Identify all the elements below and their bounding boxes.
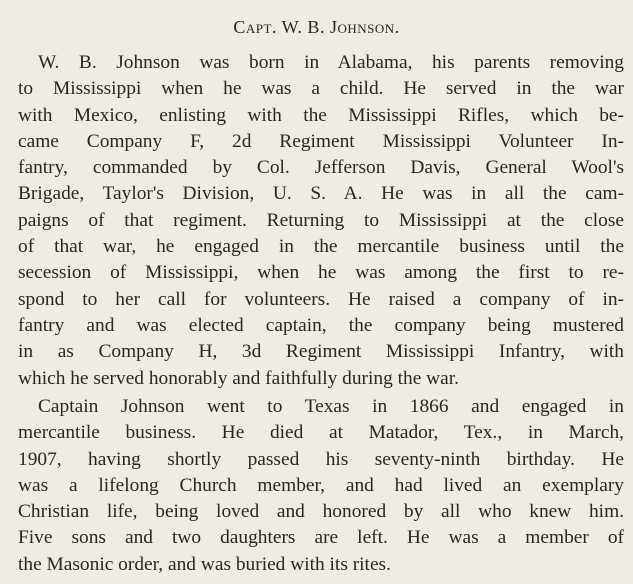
paragraph-2 [18,394,624,578]
text-line: fantry, commanded by Col. Jefferson Davis, General Wool's [18,157,624,179]
text-line: 1907, having shortly passed his seventy-ninth birthday. He [18,448,624,470]
text-line: spond to her call for volunteers. He raised a company of in- [18,288,624,310]
text-line: was a lifelong Church member, and had lived an exemplary [18,474,624,496]
text-line: paigns of that regiment. Returning to Mississippi at the close [18,209,624,231]
text-line: Five sons and two daughters are left. He was a member of [18,527,624,549]
text-line: the Masonic order, and was buried with its rites. [18,553,391,575]
text-line: to Mississippi when he was a child. He served in the war [18,78,624,100]
text-line: which he served honorably and faithfully during the war. [18,367,460,389]
text-line: Captain Johnson went to Texas in 1866 and engaged in [38,396,624,417]
text-line: secession of Mississippi, when he was among the first to re- [18,262,624,284]
text-line: with Mexico, enlisting with the Mississippi Rifles, which be- [18,104,624,126]
text-line: Brigade, Taylor's Division, U. S. A. He was in all the cam- [18,183,624,205]
paragraph-1 [18,50,624,392]
text-line: mercantile business. He died at Matador, Tex., in March, [18,422,624,444]
text-line: W. B. Johnson was born in Alabama, his parents removing [38,52,624,73]
text-line: of that war, he engaged in the mercantile business until the [18,236,624,258]
text-line: Christian life, being loved and honored by all who knew him. [18,501,624,523]
text-line: in as Company H, 3d Regiment Mississippi Infantry, with [18,341,624,363]
page-title: Capt. W. B. Johnson. [233,17,400,37]
text-line: fantry and was elected captain, the company being mustered [18,314,624,336]
text-line: came Company F, 2d Regiment Mississippi Volunteer In- [18,130,624,152]
